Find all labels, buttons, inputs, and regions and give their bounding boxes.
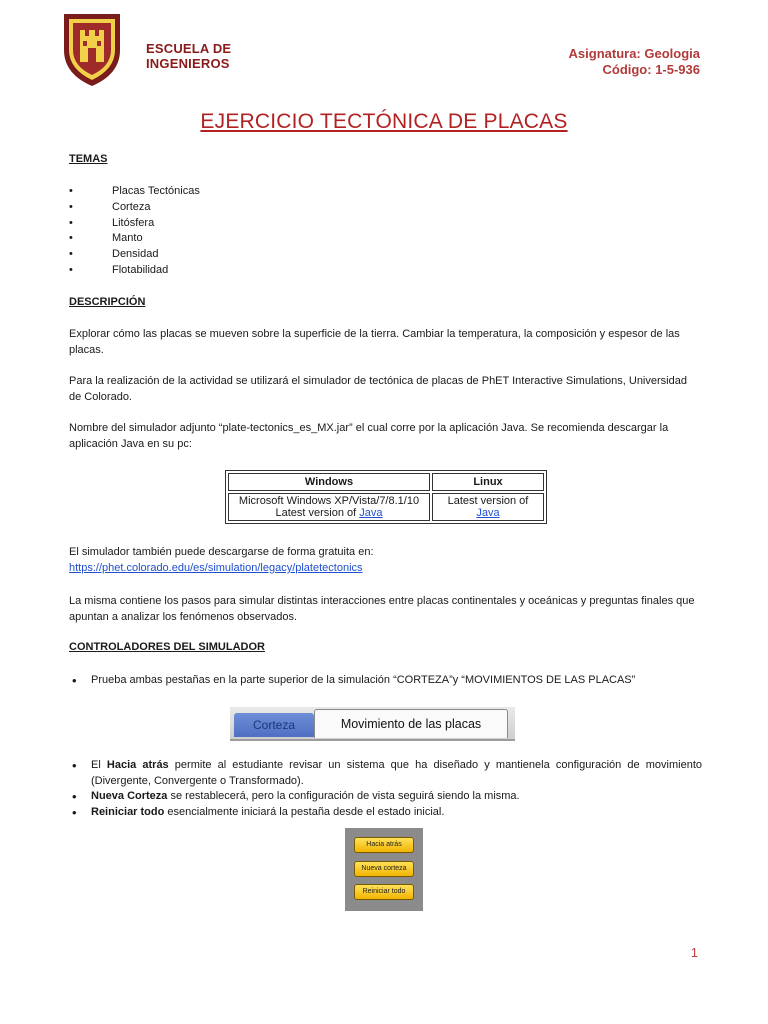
descripcion-paragraph-2: Para la realización de la actividad se utilizará el simulador de tectónica de placas de PhET Interactive Simulations, Universidad de Colorado. (69, 375, 687, 403)
phet-download-link[interactable]: https://phet.colorado.edu/es/simulation/legacy/platetectonics (69, 562, 363, 574)
descripcion-paragraph-3: Nombre del simulador adjunto “plate-tectonics_es_MX.jar” el cual corre por la aplicación Java. Se recomienda descargar la aplicación Java en su pc: (69, 422, 669, 450)
download-text: El simulador también puede descargarse de forma gratuita en: (69, 546, 374, 558)
nueva-corteza-desc: se restablecerá, pero la configuración de vista seguirá siendo la misma. (167, 790, 520, 802)
list-item: • Manto (69, 231, 200, 247)
tab-movimiento-placas: Movimiento de las placas (314, 709, 508, 738)
table-header-windows: Windows (228, 473, 430, 491)
windows-versions: Microsoft Windows XP/Vista/7/8.1/10 (238, 495, 420, 507)
hacia-atras-term: Hacia atrás (106, 759, 169, 771)
list-item: • Densidad (69, 247, 200, 263)
java-download-table (225, 470, 547, 524)
school-crest-logo (62, 10, 122, 88)
table-cell-linux (432, 493, 544, 521)
document-title: EJERCICIO TECTÓNICA DE PLACAS (200, 110, 568, 133)
tab-corteza: Corteza (234, 713, 314, 737)
page-number: 1 (690, 945, 698, 960)
course-code: Código: 1-5-936 (602, 62, 700, 77)
school-name-line1: ESCUELA DE (146, 41, 232, 56)
hacia-atras-prefix: El (91, 759, 107, 771)
table-header-linux: Linux (432, 473, 544, 491)
controladores-heading: CONTROLADORES DEL SIMULADOR (69, 641, 265, 653)
reiniciar-todo-button: Reiniciar todo (354, 884, 414, 900)
descripcion-heading: DESCRIPCIÓN (69, 296, 146, 308)
subject-label: Asignatura: Geologia (568, 46, 700, 61)
reiniciar-todo-term: Reiniciar todo (91, 805, 165, 818)
controladores-list-2 (72, 758, 702, 820)
list-item: • Litósfera (69, 216, 200, 232)
table-cell-windows (228, 493, 430, 521)
linux-java-prefix: Latest version of (447, 495, 529, 507)
temas-list (69, 184, 200, 279)
list-item: • Placas Tectónicas (69, 184, 200, 200)
temas-heading: TEMAS (69, 153, 108, 165)
controladores-list-1 (72, 673, 702, 689)
list-item (72, 805, 702, 821)
nueva-corteza-button: Nueva corteza (354, 861, 414, 877)
hacia-atras-desc: permite al estudiante revisar un sistema que ha diseñado y mantienela configuración de movimiento (Divergente, Convergente o Transformado). (91, 759, 702, 787)
simulator-buttons-image (345, 828, 423, 911)
list-item (72, 789, 702, 805)
nueva-corteza-term: Nueva Corteza (91, 790, 168, 802)
hacia-atras-button: Hacia atrás (354, 837, 414, 853)
list-item: • Flotabilidad (69, 263, 200, 279)
descripcion-paragraph-1: Explorar cómo las placas se mueven sobre la superficie de la tierra. Cambiar la temperatura, la composición y espesor de las placas. (69, 328, 680, 356)
list-item: • Corteza (69, 200, 200, 216)
school-name-line2: INGENIEROS (146, 56, 230, 71)
download-paragraph: La misma contiene los pasos para simular distintas interacciones entre placas continentales y oceánicas y preguntas finales que apuntan a analizar los fenómenos observados. (69, 595, 695, 623)
windows-java-link[interactable]: Java (359, 507, 383, 519)
list-item: • Prueba ambas pestañas en la parte superior de la simulación “CORTEZA”y “MOVIMIENTOS DE LAS PLACAS” (72, 673, 702, 689)
simulator-tabs-image (230, 707, 515, 741)
linux-java-link[interactable]: Java (476, 507, 500, 519)
list-item (72, 758, 702, 789)
windows-java-line (231, 507, 427, 519)
school-name (146, 41, 231, 71)
reiniciar-todo-desc: esencialmente iniciará la pestaña desde el estado inicial. (164, 805, 445, 818)
windows-java-prefix: Latest version of (275, 507, 360, 519)
course-info (569, 46, 700, 78)
